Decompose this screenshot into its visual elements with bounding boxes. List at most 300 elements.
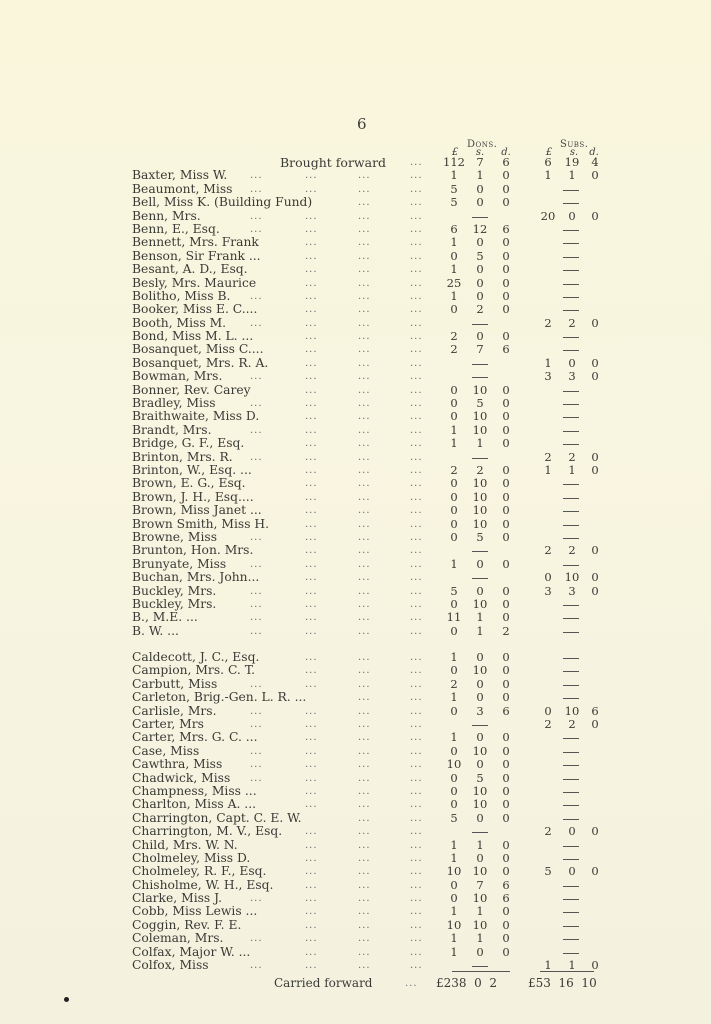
subs-amount-pounds: 2 [544, 449, 552, 464]
subs-shillings: 19 [564, 155, 580, 169]
carried-forward-label: Carried forward [274, 976, 373, 990]
dons-amount-pounds: 10 [446, 864, 462, 879]
leader-dots: ... [410, 665, 423, 677]
subscriber-name: Brunton, Hon. Mrs. [132, 543, 254, 558]
leader-dots: ... [358, 290, 371, 302]
subs-nil-dash [563, 859, 579, 860]
dons-amount-pence: 0 [502, 248, 510, 263]
leader-dots: ... [250, 398, 263, 410]
leader-dots: ... [305, 678, 318, 690]
leader-dots: ... [305, 732, 318, 744]
subscriber-name: Cholmeley, R. F., Esq. [132, 864, 267, 879]
subs-nil-dash [563, 779, 579, 780]
dons-amount-pounds: 1 [450, 168, 458, 183]
dons-amount-shillings: 5 [476, 396, 484, 411]
dons-amount-pounds: 6 [450, 221, 458, 236]
subs-column-header: Subs. [560, 139, 589, 150]
subs-nil-dash [563, 618, 579, 619]
dons-amount-pence: 0 [502, 302, 510, 317]
subs-nil-dash [563, 846, 579, 847]
subscriber-name: Buchan, Mrs. John... [132, 570, 260, 585]
subscriber-name: Cobb, Miss Lewis ... [132, 904, 258, 919]
subs-nil-dash [563, 939, 579, 940]
leader-dots: ... [410, 183, 423, 195]
dons-amount-shillings: 0 [476, 690, 484, 705]
leader-dots: ... [410, 946, 423, 958]
leader-dots: ... [358, 170, 371, 182]
dons-amount-pence: 0 [502, 730, 510, 745]
leader-dots: ... [305, 384, 318, 396]
subscriber-name: B. W. ... [132, 623, 179, 638]
ledger-row [0, 691, 711, 704]
ledger-row [0, 745, 711, 758]
leader-dots: ... [358, 772, 371, 784]
leader-dots: ... [410, 545, 423, 557]
leader-dots: ... [410, 960, 423, 972]
leader-dots: ... [305, 545, 318, 557]
leader-dots: ... [358, 384, 371, 396]
leader-dots: ... [358, 692, 371, 704]
subscriber-name: Bolitho, Miss B. [132, 288, 231, 303]
leader-dots: ... [410, 598, 423, 610]
leader-dots: ... [358, 438, 371, 450]
leader-dots: ... [410, 157, 423, 168]
dons-amount-shillings: 10 [472, 476, 488, 491]
leader-dots: ... [358, 451, 371, 463]
subs-nil-dash [563, 685, 579, 686]
subs-nil-dash [563, 819, 579, 820]
leader-dots: ... [410, 852, 423, 864]
leader-dots: ... [305, 170, 318, 182]
subs-amount-pounds: 1 [544, 958, 552, 973]
dons-amount-shillings: 7 [476, 877, 484, 892]
dons-amount-pounds: 1 [450, 730, 458, 745]
dons-amount-pence: 0 [502, 770, 510, 785]
subs-nil-dash [563, 257, 579, 258]
leader-dots: ... [358, 478, 371, 490]
dons-amount-shillings: 1 [476, 168, 484, 183]
leader-dots: ... [358, 719, 371, 731]
ledger-row [0, 932, 711, 945]
leader-dots: ... [410, 612, 423, 624]
dons-amount-shillings: 10 [472, 516, 488, 531]
dons-amount-pounds: 1 [450, 422, 458, 437]
dons-amount-pence: 0 [502, 382, 510, 397]
ledger-row [0, 250, 711, 263]
leader-dots: ... [410, 585, 423, 597]
ledger-row [0, 959, 711, 972]
dons-amount-pence: 2 [502, 623, 510, 638]
ledger-rows [0, 156, 711, 972]
subs-amount-shillings: 1 [568, 168, 576, 183]
dons-total: £238 0 2 [436, 976, 498, 990]
leader-dots: ... [250, 290, 263, 302]
leader-dots: ... [305, 531, 318, 543]
leader-dots: ... [305, 264, 318, 276]
dons-nil-dash [472, 377, 488, 378]
dons-nil-dash [472, 324, 488, 325]
leader-dots: ... [305, 705, 318, 717]
leader-dots: ... [358, 612, 371, 624]
dons-amount-shillings: 10 [472, 891, 488, 906]
dons-amount-shillings: 0 [476, 676, 484, 691]
subs-nil-dash [563, 511, 579, 512]
leader-dots: ... [305, 357, 318, 369]
subscriber-name: Bonner, Rev. Carey [132, 382, 251, 397]
dons-amount-pence: 0 [502, 676, 510, 691]
dons-amount-pence: 0 [502, 489, 510, 504]
dons-nil-dash [472, 551, 488, 552]
ledger-row [0, 718, 711, 731]
dons-amount-shillings: 1 [476, 837, 484, 852]
dons-amount-pence: 0 [502, 810, 510, 825]
leader-dots: ... [410, 705, 423, 717]
subs-total: £53 16 10 [528, 976, 597, 990]
dons-column-header: Dons. [467, 139, 498, 150]
leader-dots: ... [358, 357, 371, 369]
dons-amount-pence: 0 [502, 516, 510, 531]
leader-dots: ... [358, 946, 371, 958]
dons-amount-pounds: 2 [450, 462, 458, 477]
ledger-row [0, 236, 711, 249]
subs-nil-dash [563, 605, 579, 606]
leader-dots: ... [305, 719, 318, 731]
subs-amount-pounds: 3 [544, 583, 552, 598]
subscriber-name: Browne, Miss [132, 529, 218, 544]
dons-amount-shillings: 0 [476, 556, 484, 571]
dons-amount-shillings: 1 [476, 931, 484, 946]
leader-dots: ... [250, 759, 263, 771]
subs-nil-dash [563, 792, 579, 793]
subs-amount-pounds: 2 [544, 824, 552, 839]
dons-amount-pence: 0 [502, 529, 510, 544]
subs-nil-dash [563, 230, 579, 231]
leader-dots: ... [410, 264, 423, 276]
subs-nil-dash [563, 284, 579, 285]
subs-nil-dash [563, 391, 579, 392]
leader-dots: ... [305, 933, 318, 945]
subs-amount-pounds: 5 [544, 864, 552, 879]
subscriber-name: Buckley, Mrs. [132, 583, 217, 598]
ledger-row [0, 477, 711, 490]
subs-amount-pounds: 1 [544, 355, 552, 370]
leader-dots: ... [250, 678, 263, 690]
leader-dots: ... [358, 505, 371, 517]
leader-dots: ... [410, 799, 423, 811]
leader-dots: ... [358, 424, 371, 436]
subscriber-name: Carleton, Brig.-Gen. L. R. ... [132, 690, 307, 705]
dons-amount-shillings: 1 [476, 610, 484, 625]
ledger-row [0, 263, 711, 276]
leader-dots: ... [305, 772, 318, 784]
leader-dots: ... [358, 304, 371, 316]
dons-amount-pounds: 1 [450, 262, 458, 277]
ledger-row [0, 437, 711, 450]
dons-amount-shillings: 0 [476, 329, 484, 344]
dons-amount-pounds: 5 [450, 583, 458, 598]
subs-nil-dash [563, 538, 579, 539]
subs-nil-dash [563, 886, 579, 887]
dons-amount-pounds: 0 [450, 503, 458, 518]
ledger-row [0, 611, 711, 624]
subs-amount-pence: 0 [591, 864, 599, 879]
subs-nil-dash [563, 698, 579, 699]
subs-nil-dash [563, 525, 579, 526]
leader-dots: ... [305, 304, 318, 316]
leader-dots: ... [358, 264, 371, 276]
leader-dots: ... [358, 705, 371, 717]
subscriber-name: Booth, Miss M. [132, 315, 227, 330]
leader-dots: ... [358, 893, 371, 905]
subs-amount-pounds: 3 [544, 369, 552, 384]
leader-dots: ... [410, 170, 423, 182]
leader-dots: ... [305, 277, 318, 289]
dons-amount-pounds: 0 [450, 396, 458, 411]
dons-amount-pounds: 25 [446, 275, 462, 290]
leader-dots: ... [250, 585, 263, 597]
leader-dots: ... [305, 866, 318, 878]
subscriber-name: Carlisle, Mrs. [132, 703, 217, 718]
ledger-row [0, 585, 711, 598]
ledger-row [0, 919, 711, 932]
subscriber-name: Child, Mrs. W. N. [132, 837, 238, 852]
subscriber-name: Charrington, Capt. C. E. W. [132, 810, 302, 825]
subs-amount-pence: 0 [591, 355, 599, 370]
dons-amount-pounds: 0 [450, 797, 458, 812]
subs-amount-pence: 0 [591, 543, 599, 558]
subscriber-name: B., M.E. ... [132, 610, 198, 625]
leader-dots: ... [410, 678, 423, 690]
subs-amount-shillings: 0 [568, 824, 576, 839]
dons-amount-pounds: 1 [450, 931, 458, 946]
dons-amount-pounds: 2 [450, 676, 458, 691]
dons-amount-shillings: 10 [472, 422, 488, 437]
leader-dots: ... [305, 210, 318, 222]
subs-amount-shillings: 3 [568, 369, 576, 384]
dons-amount-pounds: 1 [450, 650, 458, 665]
dons-amount-pence: 0 [502, 288, 510, 303]
leader-dots: ... [305, 464, 318, 476]
leader-dots: ... [305, 411, 318, 423]
subs-amount-pence: 0 [591, 824, 599, 839]
ledger-row [0, 625, 711, 638]
dons-amount-shillings: 0 [476, 757, 484, 772]
dons-amount-pence: 0 [502, 663, 510, 678]
leader-dots: ... [410, 357, 423, 369]
paper-speck [64, 997, 69, 1002]
leader-dots: ... [305, 331, 318, 343]
subs-nil-dash [563, 484, 579, 485]
ledger-row [0, 705, 711, 718]
leader-dots: ... [410, 919, 423, 931]
dons-amount-pounds: 1 [450, 904, 458, 919]
dons-amount-pence: 0 [502, 503, 510, 518]
leader-dots: ... [410, 893, 423, 905]
leader-dots: ... [250, 745, 263, 757]
dons-amount-pounds: 1 [450, 288, 458, 303]
leader-dots: ... [305, 652, 318, 664]
subscriber-name: Chisholme, W. H., Esq. [132, 877, 274, 892]
subscriber-name: Besant, A. D., Esq. [132, 262, 248, 277]
dons-amount-shillings: 10 [472, 864, 488, 879]
subscriber-name: Coleman, Mrs. [132, 931, 224, 946]
subscriber-name: Brown, E. G., Esq. [132, 476, 246, 491]
subscriber-name: Besly, Mrs. Maurice [132, 275, 257, 290]
leader-dots: ... [358, 223, 371, 235]
subs-amount-pounds: 2 [544, 717, 552, 732]
dons-amount-pounds: 0 [450, 529, 458, 544]
subscriber-name: Booker, Miss E. C.... [132, 302, 258, 317]
dons-amount-pence: 0 [502, 583, 510, 598]
dons-amount-pounds: 10 [446, 917, 462, 932]
dons-nil-dash [472, 966, 488, 967]
leader-dots: ... [358, 210, 371, 222]
dons-amount-pounds: 0 [450, 703, 458, 718]
leader-dots: ... [410, 451, 423, 463]
leader-dots: ... [410, 518, 423, 530]
subscriber-name: Colfox, Miss [132, 958, 209, 973]
ledger-row [0, 491, 711, 504]
leader-dots: ... [358, 732, 371, 744]
ledger-row [0, 598, 711, 611]
leader-dots: ... [410, 839, 423, 851]
subs-nil-dash [563, 431, 579, 432]
leader-dots: ... [305, 424, 318, 436]
leader-dots: ... [358, 826, 371, 838]
leader-dots: ... [305, 759, 318, 771]
subscriber-name: Brunyate, Miss [132, 556, 227, 571]
subscriber-name: Bradley, Miss [132, 396, 216, 411]
subs-amount-pounds: 0 [544, 703, 552, 718]
leader-dots: ... [305, 344, 318, 356]
subs-nil-dash [563, 337, 579, 338]
leader-dots: ... [410, 331, 423, 343]
subscriber-name: Bridge, G. F., Esq. [132, 436, 245, 451]
ledger-row [0, 290, 711, 303]
leader-dots: ... [305, 317, 318, 329]
subs-amount-pence: 0 [591, 462, 599, 477]
ledger-row [0, 798, 711, 811]
subs-nil-dash [563, 270, 579, 271]
leader-dots: ... [410, 785, 423, 797]
subs-amount-shillings: 0 [568, 864, 576, 879]
leader-dots: ... [358, 572, 371, 584]
dons-amount-pence: 0 [502, 650, 510, 665]
leader-dots: ... [410, 491, 423, 503]
leader-dots: ... [305, 223, 318, 235]
dons-amount-shillings: 7 [476, 342, 484, 357]
dons-amount-shillings: 0 [476, 650, 484, 665]
leader-dots: ... [358, 558, 371, 570]
dons-amount-pence: 0 [502, 797, 510, 812]
leader-dots: ... [358, 933, 371, 945]
dons-nil-dash [472, 832, 488, 833]
pence-unit: d. [589, 147, 599, 158]
leader-dots: ... [305, 625, 318, 637]
ledger-row [0, 317, 711, 330]
dons-amount-pounds: 2 [450, 342, 458, 357]
subscriber-name: Charlton, Miss A. ... [132, 797, 257, 812]
ledger-row [0, 370, 711, 383]
ledger-row [0, 825, 711, 838]
leader-dots: ... [410, 866, 423, 878]
dons-amount-pounds: 1 [450, 944, 458, 959]
dons-amount-pence: 0 [502, 436, 510, 451]
ledger-row [0, 664, 711, 677]
leader-dots: ... [358, 237, 371, 249]
ledger-row [0, 210, 711, 223]
subs-amount-shillings: 1 [568, 958, 576, 973]
ledger-row [0, 571, 711, 584]
leader-dots: ... [410, 384, 423, 396]
dons-nil-dash [472, 217, 488, 218]
leader-dots: ... [305, 665, 318, 677]
leader-dots: ... [305, 438, 318, 450]
subs-nil-dash [563, 765, 579, 766]
leader-dots: ... [305, 919, 318, 931]
subscriber-name: Braithwaite, Miss D. [132, 409, 260, 424]
subs-nil-dash [563, 310, 579, 311]
subs-amount-pence: 0 [591, 208, 599, 223]
leader-dots: ... [305, 598, 318, 610]
dons-nil-dash [472, 578, 488, 579]
subscriber-name: Case, Miss [132, 743, 200, 758]
subs-amount-shillings: 2 [568, 315, 576, 330]
leader-dots: ... [250, 933, 263, 945]
brought-forward-label: Brought forward [280, 155, 387, 170]
dons-amount-pence: 6 [502, 891, 510, 906]
dons-amount-shillings: 0 [476, 181, 484, 196]
dons-amount-pounds: 0 [450, 877, 458, 892]
dons-amount-shillings: 3 [476, 703, 484, 718]
subs-amount-shillings: 3 [568, 583, 576, 598]
subs-amount-shillings: 0 [568, 208, 576, 223]
dons-amount-pence: 0 [502, 783, 510, 798]
ledger-row [0, 504, 711, 517]
subs-nil-dash [563, 926, 579, 927]
ledger-row [0, 330, 711, 343]
dons-amount-pence: 6 [502, 342, 510, 357]
subs-pounds: 6 [544, 155, 552, 169]
dons-amount-pence: 0 [502, 476, 510, 491]
ledger-row [0, 758, 711, 771]
subscriber-name: Bell, Miss K. (Building Fund) [132, 195, 313, 210]
dons-amount-shillings: 0 [476, 810, 484, 825]
leader-dots: ... [358, 812, 371, 824]
leader-dots: ... [250, 612, 263, 624]
leader-dots: ... [250, 424, 263, 436]
subscriber-name: Brown, Miss Janet ... [132, 503, 262, 518]
subscriber-name: Coggin, Rev. F. E. [132, 917, 242, 932]
subscriber-name: Carter, Mrs. G. C. ... [132, 730, 258, 745]
leader-dots: ... [250, 531, 263, 543]
leader-dots: ... [358, 317, 371, 329]
dons-amount-shillings: 10 [472, 596, 488, 611]
ledger-row [0, 865, 711, 878]
leader-dots: ... [305, 946, 318, 958]
dons-amount-pounds: 5 [450, 810, 458, 825]
leader-dots: ... [358, 745, 371, 757]
dons-amount-pounds: 1 [450, 850, 458, 865]
subs-amount-pence: 0 [591, 570, 599, 585]
leader-dots: ... [305, 505, 318, 517]
dons-amount-shillings: 5 [476, 529, 484, 544]
leader-dots: ... [305, 839, 318, 851]
subs-nil-dash [563, 203, 579, 204]
ledger-row [0, 558, 711, 571]
dons-amount-shillings: 10 [472, 797, 488, 812]
leader-dots: ... [305, 893, 318, 905]
